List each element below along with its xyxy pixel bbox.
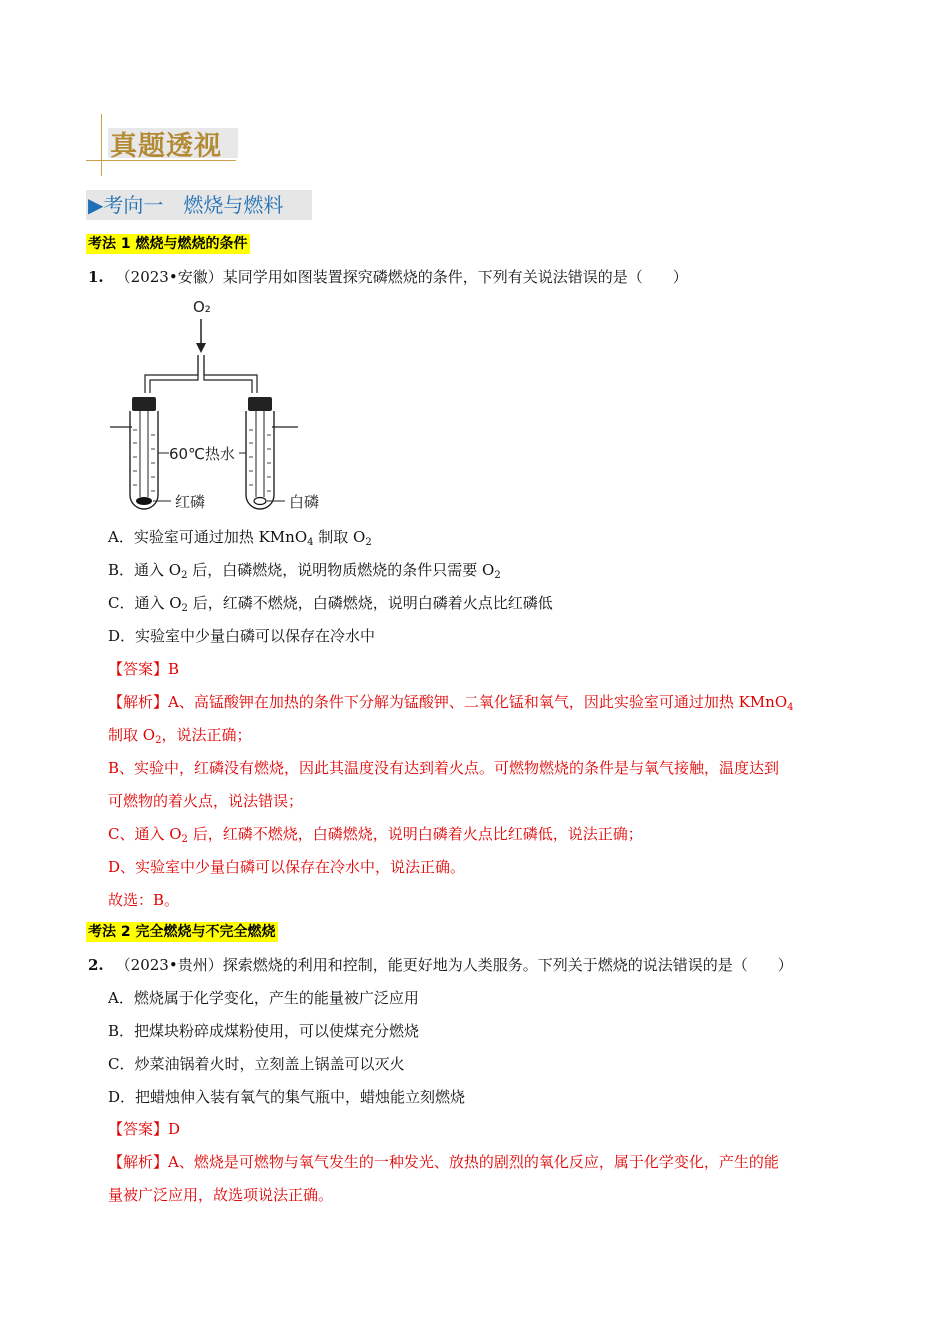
q2-explanation-line-2: 量被广泛应用，故选项说法正确。	[108, 1186, 334, 1204]
q2-explanation-line-1: 【解析】A、燃烧是可燃物与氧气发生的一种发光、放热的剧烈的氧化反应，属于化学变化，产生的能	[108, 1153, 779, 1171]
hot-water-label: 60℃热水	[169, 445, 235, 463]
q1-option-a: A．实验室可通过加热 KMnO$_4$ 制取 $O_2$	[108, 528, 372, 548]
header-decor-vline	[101, 114, 102, 176]
q1-explanation-line-6: D、实验室中少量白磷可以保存在冷水中，说法正确。	[108, 858, 466, 876]
red-phosphorus-label: 红磷	[175, 493, 206, 511]
q1-option-b: B．通入 $O_2$ 后，白磷燃烧，说明物质燃烧的条件只需要 $O_2$	[108, 561, 501, 581]
question-1-stem	[88, 267, 688, 287]
white-phosphorus-label: 白磷	[289, 493, 320, 511]
gas-tube	[145, 355, 257, 393]
q1-option-c: C．通入 $O_2$ 后，红磷不燃烧，白磷燃烧，说明白磷着火点比红磷低	[108, 594, 553, 614]
question-2-number: 2.	[88, 956, 104, 974]
phosphorus-apparatus-diagram	[105, 295, 335, 517]
section-title: 真题透视	[110, 131, 222, 162]
o2-label: O₂	[193, 298, 211, 316]
q1-explanation-line-1: 【解析】A、高锰酸钾在加热的条件下分解为锰酸钾、二氧化锰和氧气，因此实验室可通过加热 KMnO$_4$	[108, 693, 794, 713]
question-1-text: （2023•安徽）某同学用如图装置探究磷燃烧的条件，下列有关说法错误的是（ ）	[115, 268, 688, 286]
method-2-heading: 考法 2 完全燃烧与不完全燃烧	[88, 924, 276, 940]
q1-answer: 【答案】B	[108, 660, 180, 678]
question-2-text: （2023•贵州）探索燃烧的利用和控制，能更好地为人类服务。下列关于燃烧的说法错误的是（ ）	[115, 956, 793, 974]
q2-answer: 【答案】D	[108, 1120, 181, 1138]
method-1-heading: 考法 1 燃烧与燃烧的条件	[88, 236, 248, 252]
q1-explanation-line-5: C、通入 $O_2$ 后，红磷不燃烧，白磷燃烧，说明白磷着火点比红磷低，说法正确；	[108, 825, 643, 845]
o2-arrow-head	[196, 343, 206, 353]
q2-option-b: B．把煤块粉碎成煤粉使用，可以使煤充分燃烧	[108, 1022, 420, 1040]
left-test-tube	[110, 397, 158, 509]
q2-option-c: C．炒菜油锅着火时，立刻盖上锅盖可以灭火	[108, 1055, 405, 1073]
q1-explanation-line-4: 可燃物的着火点，说法错误；	[108, 792, 304, 810]
q2-option-a: A．燃烧属于化学变化，产生的能量被广泛应用	[108, 989, 419, 1007]
q2-option-d: D．把蜡烛伸入装有氧气的集气瓶中，蜡烛能立刻燃烧	[108, 1088, 466, 1106]
direction-heading: ▶考向一 燃烧与燃料	[86, 190, 312, 220]
question-1-number: 1.	[88, 268, 104, 286]
q1-option-d: D．实验室中少量白磷可以保存在冷水中	[108, 627, 376, 645]
q1-explanation-line-2: 制取 $O_2$，说法正确；	[108, 726, 252, 746]
question-2-stem	[88, 955, 793, 975]
q1-explanation-line-3: B、实验中，红磷没有燃烧，因此其温度没有达到着火点。可燃物燃烧的条件是与氧气接触，温度达到	[108, 759, 780, 777]
q1-conclusion: 故选：B。	[108, 891, 180, 909]
